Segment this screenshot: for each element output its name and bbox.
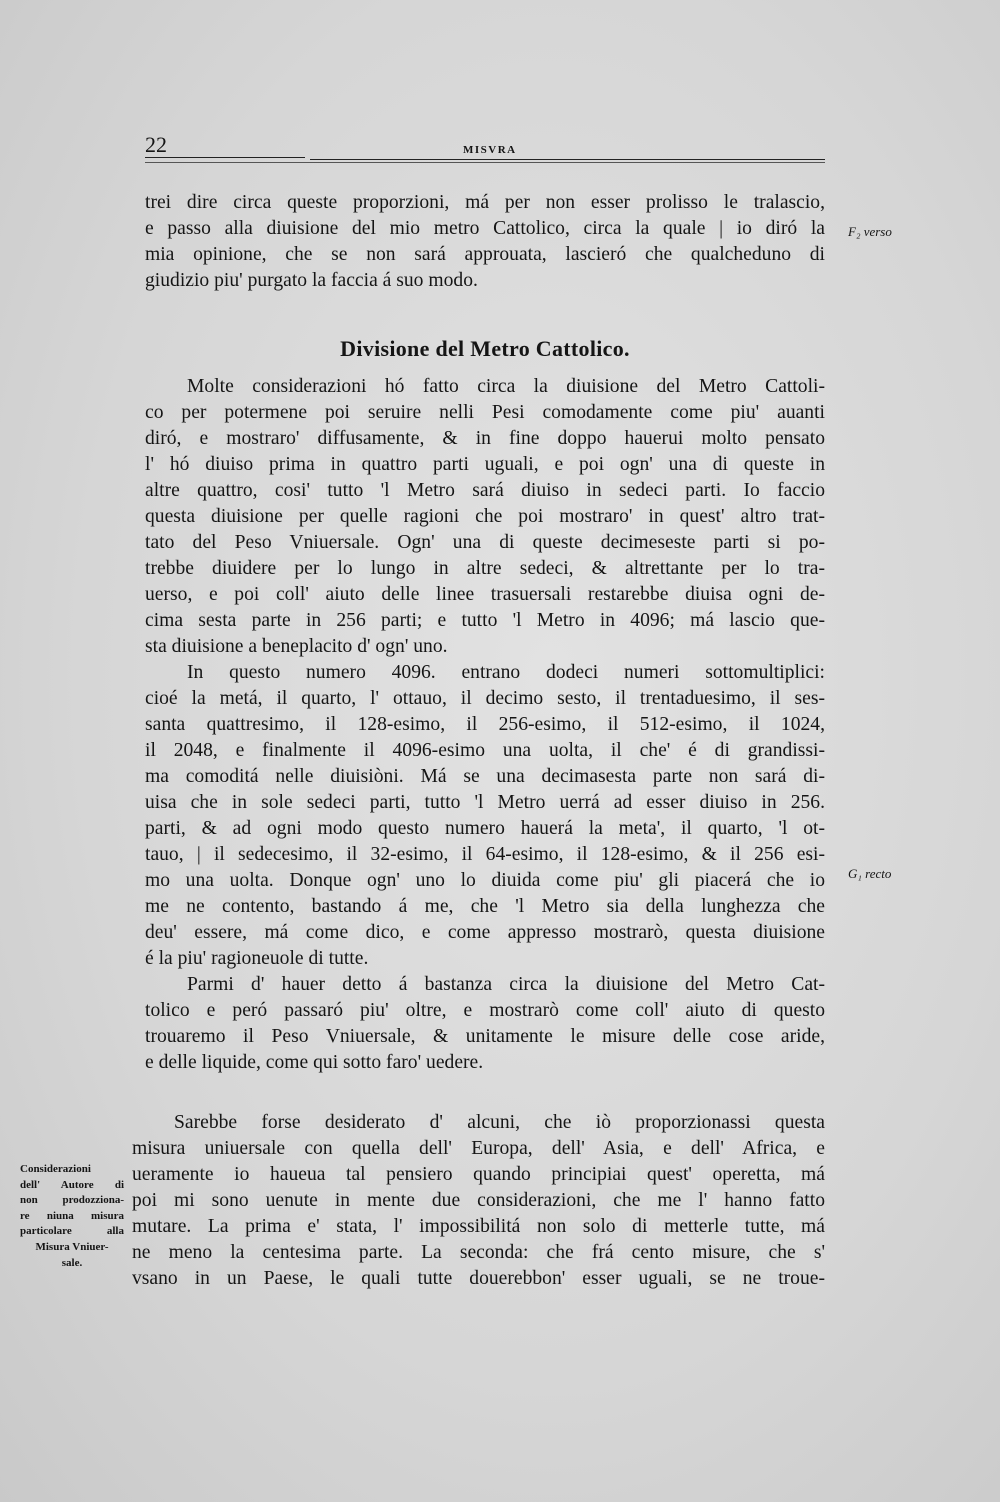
text-line: questa diuisione per quelle ragioni che poi mostraro' in quest' altro trat- bbox=[145, 506, 825, 527]
margin-reference-f2-verso: F₂ verso bbox=[848, 224, 892, 239]
text-line: santa quattresimo, il 128-esimo, il 256-esimo, il 512-esimo, il 1024, bbox=[145, 714, 825, 735]
paragraph-continuation bbox=[145, 190, 825, 294]
side-note-line: particolare alla bbox=[20, 1225, 124, 1238]
side-note-line: Misura Vniuer- bbox=[35, 1240, 109, 1253]
text-line: deu' essere, má come dico, e come appresso mostrarò, questa diuisione bbox=[145, 922, 825, 943]
page-number: 22 bbox=[145, 132, 167, 157]
text-line: ne meno la centesima parte. La seconda: che frá cento misure, che s' bbox=[132, 1242, 825, 1263]
text-line: é la piu' ragioneuole di tutte. bbox=[145, 948, 369, 969]
text-line: giudizio piu' purgato la faccia á suo modo. bbox=[145, 270, 478, 291]
text-line: uerso, e poi coll' aiuto delle linee trasuersali restarebbe diuisa ogni de- bbox=[145, 584, 825, 605]
side-note-line: dell' Autore di bbox=[20, 1178, 124, 1191]
text-line: sta diuisione a beneplacito d' ogn' uno. bbox=[145, 636, 448, 657]
text-line: parti, & ad ogni modo questo numero hauerá la meta', il quarto, 'l ot- bbox=[145, 818, 825, 839]
paragraph-with-side-note bbox=[132, 1110, 825, 1292]
text-line: mia opinione, che se non sará approuata, lascieró che qualcheduno di bbox=[145, 244, 825, 265]
text-line: trei dire circa queste proporzioni, má per non esser prolisso le tralascio, bbox=[145, 192, 825, 213]
header-rule bbox=[145, 162, 825, 163]
page-header bbox=[145, 132, 825, 172]
text-line: tato del Peso Vniuersale. Ogn' una di queste decimeseste parti si po- bbox=[145, 532, 825, 553]
text-line: il 2048, e finalmente il 4096-esimo una uolta, il che' é di grandissi- bbox=[145, 740, 825, 761]
text-line: In questo numero 4096. entrano dodeci numeri sottomultiplici: bbox=[187, 662, 825, 683]
section-heading: Divisione del Metro Cattolico. bbox=[340, 336, 630, 361]
text-line: misura uniuersale con quella dell' Europa, dell' Asia, e dell' Africa, e bbox=[132, 1138, 825, 1159]
text-line: diró, e mostraro' diffusamente, & in fine doppo hauerui molto pensato bbox=[145, 428, 825, 449]
text-line: poi mi sono uenute in mente due considerazioni, che me l' hanno fatto bbox=[132, 1190, 825, 1211]
section-body bbox=[145, 374, 825, 1076]
text-line: e passo alla diuisione del mio metro Cattolico, circa la quale | io diró la bbox=[145, 218, 825, 239]
text-line: uisa che in sole sedeci parti, tutto 'l Metro uerrá ad esser diuiso in 256. bbox=[145, 792, 825, 813]
text-line: ueramente io haueua tal pensiero quando principiai quest' operetta, má bbox=[132, 1164, 825, 1185]
text-line: co per potermene poi seruire nelli Pesi comodamente come piu' auanti bbox=[145, 402, 825, 423]
text-line: cioé la metá, il quarto, l' ottauo, il decimo sesto, il trentaduesimo, il ses- bbox=[145, 688, 825, 709]
side-note-line: re niuna misura bbox=[20, 1209, 124, 1222]
text-line: Parmi d' hauer detto á bastanza circa la diuisione del Metro Cat- bbox=[187, 974, 825, 995]
text-line: e delle liquide, come qui sotto faro' uedere. bbox=[145, 1052, 484, 1073]
side-note-line: Considerazioni bbox=[20, 1163, 91, 1175]
text-line: tolico e peró passaró piu' oltre, e mostrarò come coll' aiuto di questo bbox=[145, 1000, 825, 1021]
text-line: mo una uolta. Donque ogn' uno lo diuida come piu' gli piacerá che io bbox=[145, 870, 825, 891]
text-line: mutare. La prima e' stata, l' impossibilitá non solo di metterle tutte, má bbox=[132, 1216, 825, 1237]
text-line: l' hó diuiso prima in quattro parti uguali, e poi ogn' una di queste in bbox=[145, 454, 825, 475]
text-line: trouaremo il Peso Vniuersale, & unitamente le misure delle cose aride, bbox=[145, 1026, 825, 1047]
side-note-line: non prodozziona- bbox=[20, 1194, 124, 1207]
text-line: trebbe diuidere per lo lungo in altre sedeci, & altrettante per lo tra- bbox=[145, 558, 825, 579]
margin-reference-g1-recto: G₁ recto bbox=[848, 866, 892, 881]
header-rule bbox=[145, 157, 305, 158]
text-line: altre quattro, cosi' tutto 'l Metro sará diuiso in sedeci parti. Io faccio bbox=[145, 480, 825, 501]
text-line: Molte considerazioni hó fatto circa la diuisione del Metro Cattoli- bbox=[187, 376, 825, 397]
text-line: vsano in un Paese, le quali tutte douerebbon' esser uguali, se ne troue- bbox=[132, 1268, 825, 1289]
margin-side-note bbox=[20, 1162, 124, 1271]
text-line: ma comoditá nelle diuisiòni. Má se una decimasesta parte non sará di- bbox=[145, 766, 825, 787]
running-title: MISVRA bbox=[463, 144, 517, 156]
text-line: me ne contento, bastando á me, che 'l Metro sia della lunghezza che bbox=[145, 896, 825, 917]
header-rule bbox=[310, 159, 825, 160]
text-line: Sarebbe forse desiderato d' alcuni, che iò proporzionassi questa bbox=[174, 1112, 825, 1133]
side-note-line: sale. bbox=[61, 1256, 83, 1269]
text-line: cima sesta parte in 256 parti; e tutto 'l Metro in 4096; má lascio que- bbox=[145, 610, 825, 631]
text-line: tauo, | il sedecesimo, il 32-esimo, il 64-esimo, il 128-esimo, & il 256 esi- bbox=[145, 844, 825, 865]
